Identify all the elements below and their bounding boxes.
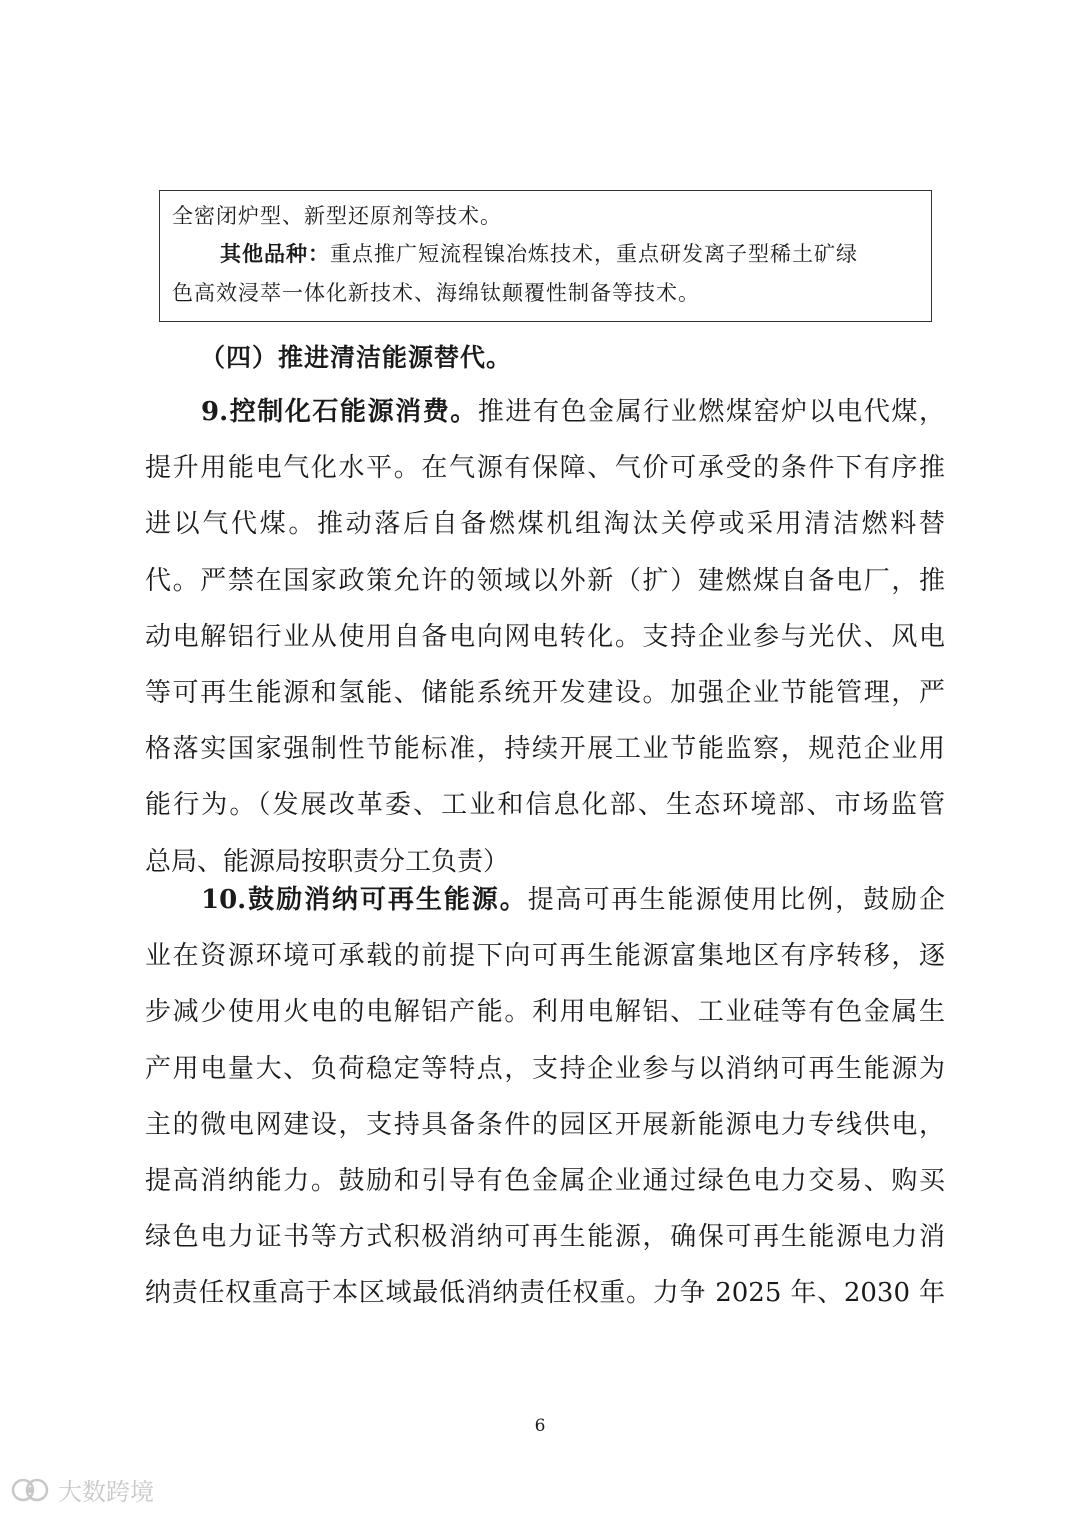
paragraph-line: 步减少使用火电的电解铝产能。利用电解铝、工业硅等有色金属生 xyxy=(145,997,945,1028)
other-label: 其他品种： xyxy=(220,241,330,266)
technology-box xyxy=(159,190,932,322)
paragraph-line: 主的微电网建设，支持具备条件的园区开展新能源电力专线供电， xyxy=(145,1109,945,1140)
paragraph-line: 9.控制化石能源消费。推进有色金属行业燃煤窑炉以电代煤， xyxy=(201,397,945,427)
paragraph-line: 提升用能电气化水平。在气源有保障、气价可承受的条件下有序推 xyxy=(145,453,945,484)
item-10-paragraph xyxy=(145,872,945,1322)
watermark-logo-icon xyxy=(10,1475,52,1505)
box-line-1: 全密闭炉型、新型还原剂等技术。 xyxy=(172,204,502,228)
paragraph-line: 进以气代煤。推动落后自备燃煤机组淘汰关停或采用清洁燃料替 xyxy=(145,509,945,540)
paragraph-line: 产用电量大、负荷稳定等特点，支持企业参与以消纳可再生能源为 xyxy=(145,1053,945,1084)
paragraph-line: 10.鼓励消纳可再生能源。提高可再生能源使用比例，鼓励企 xyxy=(201,885,945,915)
box-line-2 xyxy=(220,239,858,269)
paragraph-line: 业在资源环境可承载的前提下向可再生能源富集地区有序转移，逐 xyxy=(145,941,945,972)
paragraph-line: 等可再生能源和氢能、储能系统开发建设。加强企业节能管理，严 xyxy=(145,677,945,708)
item-9-paragraph xyxy=(145,384,945,890)
paragraph-line: 纳责任权重高于本区域最低消纳责任权重。力争 2025 年、2030 年 xyxy=(145,1278,945,1309)
paragraph-line: 绿色电力证书等方式积极消纳可再生能源，确保可再生能源电力消 xyxy=(145,1222,945,1253)
watermark xyxy=(10,1472,154,1507)
section-heading: （四）推进清洁能源替代。 xyxy=(200,343,513,372)
other-text: 重点推广短流程镍冶炼技术，重点研发离子型稀土矿绿 xyxy=(330,242,858,266)
paragraph-line: 提高消纳能力。鼓励和引导有色金属企业通过绿色电力交易、购买 xyxy=(145,1165,945,1196)
box-line-3: 色高效浸萃一体化新技术、海绵钛颠覆性制备等技术。 xyxy=(172,281,700,305)
paragraph-line: 总局、能源局按职责分工负责） xyxy=(145,846,510,877)
page-number: 6 xyxy=(534,1416,546,1436)
item-9-title: 9.控制化石能源消费。 xyxy=(201,397,478,427)
paragraph-line: 动电解铝行业从使用自备电向网电转化。支持企业参与光伏、风电 xyxy=(145,621,945,652)
item-10-title: 10.鼓励消纳可再生能源。 xyxy=(201,885,528,915)
paragraph-line: 能行为。（发展改革委、工业和信息化部、生态环境部、市场监管 xyxy=(145,790,945,821)
watermark-text: 大数跨境 xyxy=(58,1478,154,1506)
paragraph-line: 格落实国家强制性节能标准，持续开展工业节能监察，规范企业用 xyxy=(145,734,945,765)
paragraph-line: 代。严禁在国家政策允许的领域以外新（扩）建燃煤自备电厂，推 xyxy=(145,565,945,596)
